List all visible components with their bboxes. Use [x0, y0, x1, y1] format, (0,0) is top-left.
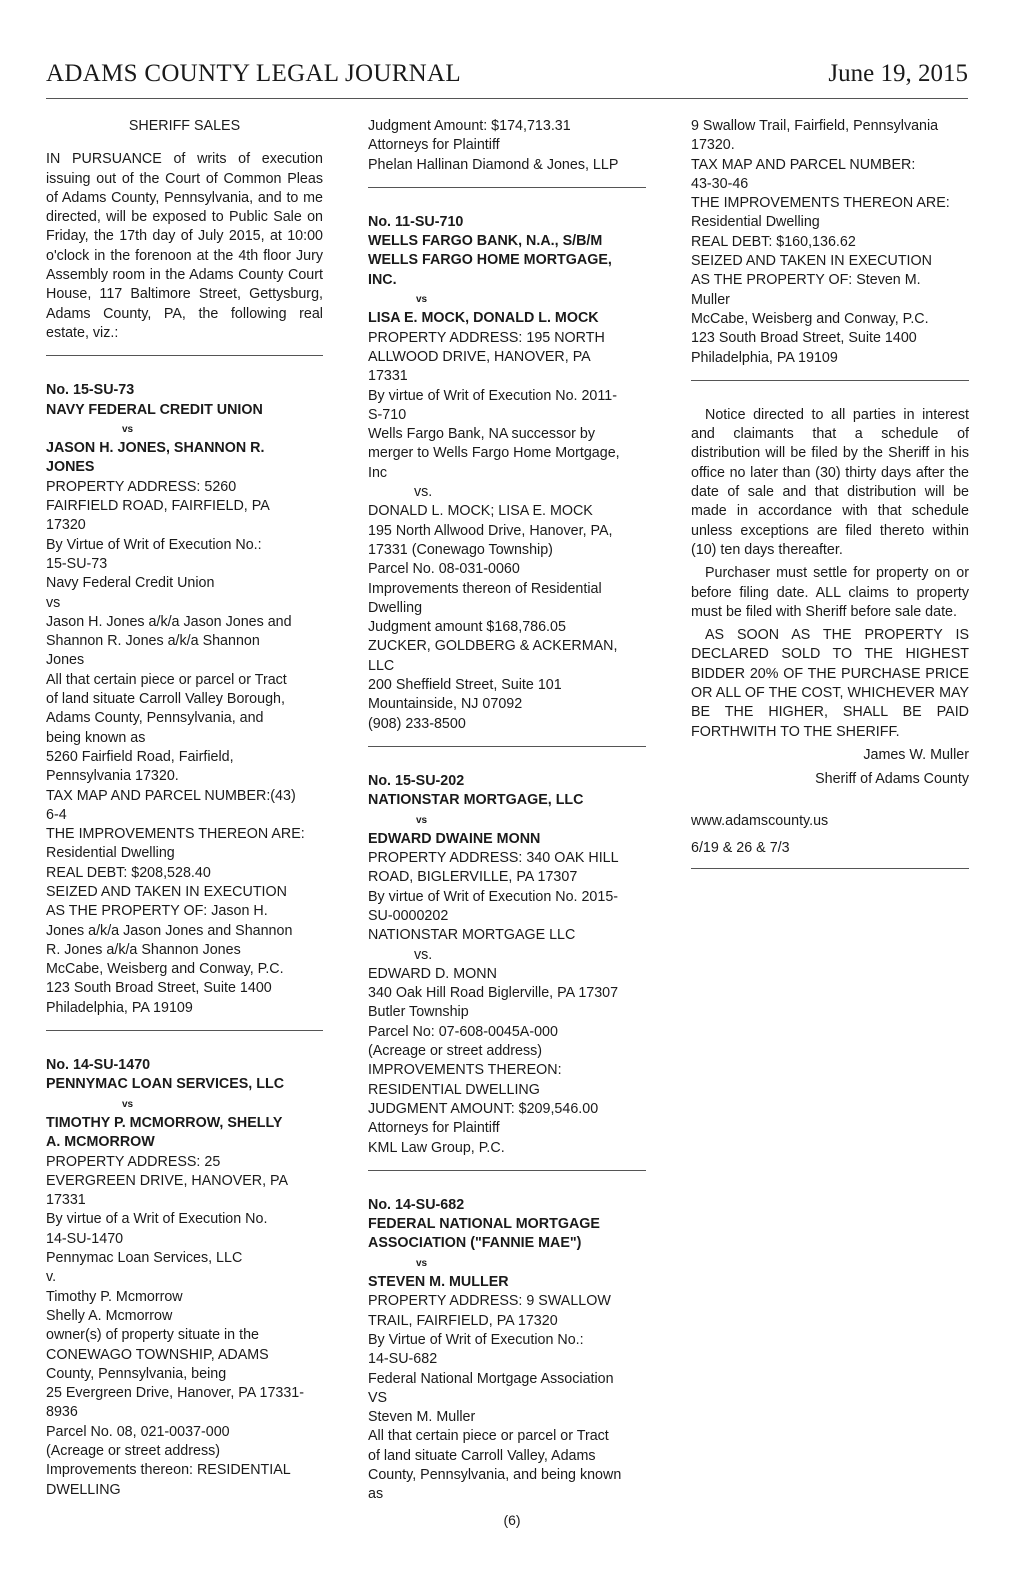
text-line: Pennymac Loan Services, LLC [46, 1250, 243, 1267]
text-line: REAL DEBT: $160,136.62 [691, 233, 856, 250]
text-line: PROPERTY ADDRESS: 195 NORTH [368, 329, 605, 346]
text-line: 200 Sheffield Street, Suite 101 [368, 677, 562, 694]
divider [691, 868, 969, 869]
text-line: Parcel No. 08-031-0060 [368, 561, 520, 578]
case-number: No. 14-SU-682 [368, 1196, 465, 1213]
text-line: vs [46, 594, 61, 611]
website-link[interactable]: www.adamscounty.us [691, 812, 829, 829]
versus-label: vs [416, 1257, 428, 1269]
page-number: (6) [503, 1512, 521, 1528]
text-line: 17320 [46, 517, 86, 534]
text-line: Jason H. Jones a/k/a Jason Jones and [46, 613, 292, 630]
plaintiff-line: ASSOCIATION ("FANNIE MAE") [368, 1235, 582, 1252]
defendant: LISA E. MOCK, DONALD L. MOCK [368, 310, 599, 327]
text-line: PROPERTY ADDRESS: 5260 [46, 478, 237, 495]
text-line: Navy Federal Credit Union [46, 575, 215, 592]
text-line: AS THE PROPERTY OF: Jason H. [46, 903, 268, 920]
text-line: Parcel No. 08, 021-0037-000 [46, 1423, 230, 1440]
text-line: 8936 [46, 1404, 78, 1421]
text-line: PROPERTY ADDRESS: 9 SWALLOW [368, 1293, 611, 1310]
text-line: 17331 (Conewago Township) [368, 541, 553, 558]
defendant-line: JASON H. JONES, SHANNON R. [46, 440, 265, 457]
text-line: being known as [46, 729, 146, 746]
plaintiff-line: WELLS FARGO BANK, N.A., S/B/M [368, 233, 603, 250]
text-line: TAX MAP AND PARCEL NUMBER: [691, 156, 916, 173]
text-line: VS [368, 1389, 388, 1406]
text-line: owner(s) of property situate in the [46, 1327, 259, 1344]
text-line: IMPROVEMENTS THEREON: [368, 1062, 562, 1079]
text-line: Pennsylvania 17320. [46, 768, 179, 785]
text-line: JUDGMENT AMOUNT: $209,546.00 [368, 1100, 599, 1117]
versus-label: vs [416, 814, 428, 826]
versus-text: vs. [414, 484, 433, 501]
text-line: Muller [691, 291, 730, 308]
plaintiff: NATIONSTAR MORTGAGE, LLC [368, 792, 584, 809]
text-line: Philadelphia, PA 19109 [691, 349, 838, 366]
case-body [368, 502, 646, 734]
text-line: (Acreage or street address) [46, 1443, 221, 1459]
text-line: EDWARD D. MONN [368, 965, 497, 982]
text-line: County, Pennsylvania, and being known [368, 1467, 622, 1483]
text-line: CONEWAGO TOWNSHIP, ADAMS [46, 1346, 269, 1363]
case-number: No. 11-SU-710 [368, 213, 464, 230]
text-line: All that certain piece or parcel or Tract [368, 1428, 609, 1445]
text-line: Wells Fargo Bank, NA successor by [368, 426, 595, 443]
text-line: 123 South Broad Street, Suite 1400 [46, 980, 272, 997]
plaintiff: NAVY FEDERAL CREDIT UNION [46, 401, 263, 418]
sheriff-title: Sheriff of Adams County [815, 771, 969, 788]
case-body [368, 329, 646, 483]
defendant-line: JONES [46, 459, 95, 476]
text-line: ZUCKER, GOLDBERG & ACKERMAN, [368, 638, 618, 655]
text-line: Jones [46, 652, 85, 669]
text-line: THE IMPROVEMENTS THEREON ARE: [691, 195, 950, 212]
text-line: Inc [368, 464, 388, 481]
text-line: All that certain piece or parcel or Tract [46, 671, 287, 688]
text-line: AS THE PROPERTY OF: Steven M. [691, 272, 921, 289]
text-line: Judgment Amount: $174,713.31 [368, 118, 571, 134]
text-line: Attorneys for Plaintiff [368, 1120, 500, 1137]
text-line: S-710 [368, 406, 407, 423]
text-line: 17320. [691, 137, 735, 154]
text-line: Parcel No: 07-608-0045A-000 [368, 1023, 558, 1040]
text-line: Philadelphia, PA 19109 [46, 999, 193, 1016]
defendant-line: A. MCMORROW [46, 1134, 155, 1151]
issue-date: June 19, 2015 [828, 60, 968, 87]
continued-case-body [691, 117, 969, 368]
text-line: 9 Swallow Trail, Fairfield, Pennsylvania [691, 118, 939, 134]
text-line: By virtue of Writ of Execution No. 2011- [368, 387, 617, 404]
text-line: By virtue of a Writ of Execution No. [46, 1211, 268, 1228]
text-line: THE IMPROVEMENTS THEREON ARE: [46, 826, 305, 843]
text-line: By virtue of Writ of Execution No. 2015- [368, 888, 619, 905]
text-line: R. Jones a/k/a Shannon Jones [46, 941, 241, 958]
text-line: DWELLING [46, 1481, 121, 1498]
text-line: REAL DEBT: $208,528.40 [46, 864, 211, 881]
intro-paragraph: IN PURSUANCE of writs of execution issuing out of the Court of Common Pleas of Adams County, Pennsylvania, and to me directed, will be exposed to Public Sale on Friday, the 17th day of July 2015, at 10:00 o'clock in the forenoon at the 4th floor Jury Assembly room in the Adams County Court House, 117 Baltimore Street, Gettysburg, Adams County, PA, the following real estate, viz.: [46, 151, 323, 341]
plaintiff: PENNYMAC LOAN SERVICES, LLC [46, 1076, 285, 1093]
text-line: 5260 Fairfield Road, Fairfield, [46, 748, 234, 765]
divider [368, 746, 646, 747]
divider [46, 355, 323, 356]
text-line: of land situate Carroll Valley Borough, [46, 691, 285, 708]
case-14-su-1470 [46, 1056, 323, 1500]
text-line: LLC [368, 657, 395, 674]
text-line: McCabe, Weisberg and Conway, P.C. [46, 961, 284, 978]
payment-notice: AS SOON AS THE PROPERTY IS DECLARED SOLD TO THE HIGHEST BIDDER 20% OF THE PURCHASE PRICE OR ALL OF THE COST, WHICHEVER MAY BE THE HIGHER, SHALL BE PAID FORTHWITH TO THE SHERIFF. [691, 627, 969, 740]
text-line: By Virtue of Writ of Execution No.: [46, 536, 262, 553]
text-line: Butler Township [368, 1004, 469, 1021]
text-line: Mountainside, NJ 07092 [368, 696, 523, 713]
text-line: PROPERTY ADDRESS: 340 OAK HILL [368, 850, 619, 867]
text-line: 17331 [46, 1192, 86, 1209]
case-number: No. 15-SU-202 [368, 772, 465, 789]
text-line: 15-SU-73 [46, 555, 108, 572]
text-line: 6-4 [46, 806, 67, 823]
text-line: 17331 [368, 368, 408, 385]
text-line: Jones a/k/a Jason Jones and Shannon [46, 922, 293, 939]
text-line: County, Pennsylvania, being [46, 1365, 227, 1382]
text-line: PROPERTY ADDRESS: 25 [46, 1153, 221, 1170]
column-2 [368, 117, 646, 1505]
versus-label: vs [416, 294, 428, 306]
text-line: (908) 233-8500 [368, 715, 466, 732]
text-line: EVERGREEN DRIVE, HANOVER, PA [46, 1172, 289, 1189]
column-1 [46, 117, 323, 1500]
column-3 [691, 117, 969, 894]
text-line: Attorneys for Plaintiff [368, 137, 500, 154]
notice-section [691, 406, 969, 742]
defendant: EDWARD DWAINE MONN [368, 830, 541, 847]
text-line: Shelly A. Mcmorrow [46, 1307, 173, 1324]
text-line: KML Law Group, P.C. [368, 1139, 505, 1156]
text-line: SU-0000202 [368, 907, 449, 924]
text-line: Adams County, Pennsylvania, and [46, 710, 264, 727]
case-number: No. 15-SU-73 [46, 382, 135, 399]
text-line: 195 North Allwood Drive, Hanover, PA, [368, 522, 613, 539]
text-line: 14-SU-1470 [46, 1230, 124, 1247]
divider [368, 187, 646, 188]
continued-case-body [368, 117, 646, 175]
text-line: Federal National Mortgage Association [368, 1370, 614, 1387]
text-line: McCabe, Weisberg and Conway, P.C. [691, 310, 929, 327]
plaintiff-line: WELLS FARGO HOME MORTGAGE, [368, 252, 612, 269]
case-body [368, 849, 646, 945]
text-line: 340 Oak Hill Road Biglerville, PA 17307 [368, 985, 619, 1002]
divider [691, 380, 969, 381]
text-line: SEIZED AND TAKEN IN EXECUTION [46, 883, 287, 900]
text-line: 25 Evergreen Drive, Hanover, PA 17331- [46, 1385, 305, 1402]
plaintiff-line: INC. [368, 271, 397, 288]
text-line: SEIZED AND TAKEN IN EXECUTION [691, 253, 932, 270]
text-line: (Acreage or street address) [368, 1043, 543, 1060]
divider [368, 1170, 646, 1171]
versus-label: vs [122, 1098, 134, 1110]
text-line: TRAIL, FAIRFIELD, PA 17320 [368, 1312, 558, 1329]
versus-label: vs [122, 423, 134, 435]
text-line: Phelan Hallinan Diamond & Jones, LLP [368, 156, 619, 173]
masthead [46, 56, 968, 99]
text-line: Improvements thereon: RESIDENTIAL [46, 1462, 291, 1479]
text-line: 123 South Broad Street, Suite 1400 [691, 330, 917, 347]
journal-title: ADAMS COUNTY LEGAL JOURNAL [46, 60, 461, 87]
text-line: TAX MAP AND PARCEL NUMBER:(43) [46, 787, 296, 804]
text-line: By Virtue of Writ of Execution No.: [368, 1331, 584, 1348]
defendant-line: TIMOTHY P. MCMORROW, SHELLY [46, 1114, 283, 1131]
case-number: No. 14-SU-1470 [46, 1057, 151, 1074]
text-line: Shannon R. Jones a/k/a Shannon [46, 633, 260, 650]
text-line: RESIDENTIAL DWELLING [368, 1081, 540, 1098]
sheriff-name: James W. Muller [863, 746, 969, 763]
text-line: Judgment amount $168,786.05 [368, 619, 566, 636]
text-line: DONALD L. MOCK; LISA E. MOCK [368, 503, 593, 520]
distribution-notice: Notice directed to all parties in interest and claimants that a schedule of distribution will be filed by the Sheriff in his office no later than (30) thirty days after the date of sale and that distribution will be made in accordance with that schedule unless exceptions are filed thereto within (10) ten days thereafter. [691, 406, 969, 558]
text-line: as [368, 1486, 384, 1503]
defendant: STEVEN M. MULLER [368, 1274, 509, 1291]
section-heading: SHERIFF SALES [128, 118, 241, 134]
divider [46, 1030, 323, 1031]
text-line: Timothy P. Mcmorrow [46, 1288, 183, 1305]
text-line: Steven M. Muller [368, 1409, 476, 1426]
text-line: ROAD, BIGLERVILLE, PA 17307 [368, 869, 578, 886]
text-line: v. [46, 1269, 57, 1286]
text-line: of land situate Carroll Valley, Adams [368, 1447, 596, 1464]
case-15-su-73 [46, 381, 323, 1018]
text-line: Dwelling [368, 599, 423, 616]
case-body [46, 478, 323, 1018]
purchaser-notice: Purchaser must settle for property on or before filing date. ALL claims to property must be filed with Sheriff before sale date. [691, 565, 969, 620]
text-line: 43-30-46 [691, 175, 749, 192]
text-line: NATIONSTAR MORTGAGE LLC [368, 927, 576, 944]
case-15-su-202 [368, 772, 646, 1158]
case-body [368, 965, 646, 1158]
text-line: Improvements thereon of Residential [368, 580, 602, 597]
text-line: merger to Wells Fargo Home Mortgage, [368, 445, 620, 462]
versus-text: vs. [414, 946, 433, 963]
plaintiff-line: FEDERAL NATIONAL MORTGAGE [368, 1216, 600, 1233]
text-line: FAIRFIELD ROAD, FAIRFIELD, PA [46, 498, 270, 515]
text-line: Residential Dwelling [46, 845, 175, 862]
text-line: ALLWOOD DRIVE, HANOVER, PA [368, 348, 591, 365]
publication-dates: 6/19 & 26 & 7/3 [691, 839, 790, 856]
text-line: 14-SU-682 [368, 1351, 438, 1368]
case-11-su-710 [368, 213, 646, 734]
case-body [46, 1153, 323, 1500]
case-14-su-682 [368, 1196, 646, 1505]
text-line: Residential Dwelling [691, 214, 820, 231]
case-body [368, 1292, 646, 1504]
